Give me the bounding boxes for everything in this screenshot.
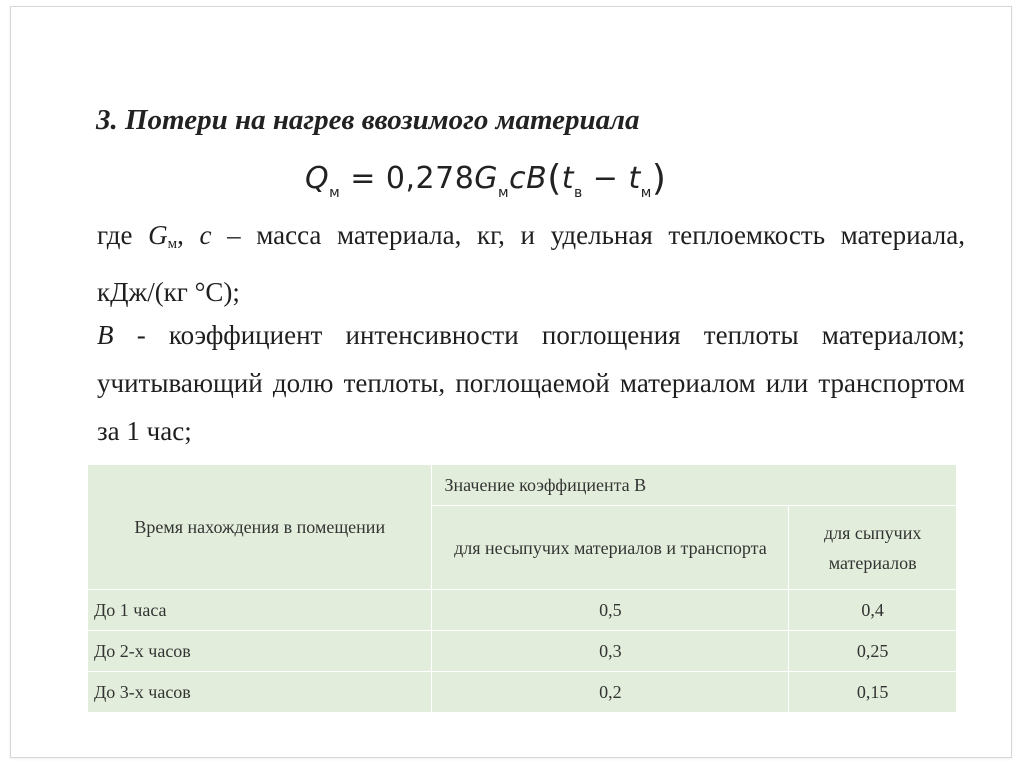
formula-q-subscript: м	[329, 185, 341, 201]
formula-t2: t	[628, 161, 641, 196]
para1-text: – масса материала, кг, и удельная теплоемкость материала, кДж/(кг °С);	[97, 220, 966, 307]
coefficient-table	[87, 464, 957, 713]
formula-close-paren: )	[651, 158, 667, 199]
formula-g: G	[474, 161, 499, 196]
formula-q: Q	[305, 161, 330, 196]
formula-open-paren: (	[547, 158, 562, 199]
definition-coefficient-b	[97, 311, 965, 455]
formula-t1-subscript: в	[574, 185, 583, 201]
row-bulk-value: 0,4	[789, 590, 957, 631]
para1-g-symbol: G	[148, 220, 168, 250]
row-bulk-value: 0,25	[789, 631, 957, 672]
formula-g-subscript: м	[498, 185, 510, 201]
section-heading: 3. Потери на нагрев ввозимого материала	[96, 104, 640, 136]
heat-loss-formula	[305, 158, 666, 201]
row-bulk-value: 0,15	[789, 672, 957, 713]
formula-coefficient: = 0,278	[340, 161, 475, 196]
table-row	[88, 631, 957, 672]
table-row	[88, 590, 957, 631]
para1-prefix: где	[97, 220, 149, 250]
para1-c-symbol: c	[199, 220, 212, 250]
para1-g-subscript: м	[167, 236, 178, 252]
para2-b-symbol: B	[97, 320, 114, 350]
table-header-row	[88, 465, 957, 506]
row-nonbulk-value: 0,3	[432, 631, 789, 672]
para1-comma: ,	[177, 220, 200, 250]
formula-t1: t	[561, 161, 574, 196]
row-time: До 3-х часов	[88, 672, 432, 713]
definition-mass-heat-capacity	[97, 211, 965, 316]
table-row	[88, 672, 957, 713]
bulk-column-header: для сыпучих материалов	[789, 506, 957, 590]
coefficient-value-header: Значение коэффициента В	[432, 465, 957, 506]
row-time: До 1 часа	[88, 590, 432, 631]
para2-text: - коэффициент интенсивности поглощения теплоты материалом; учитывающий долю теплоты, поглощаемой материалом или транспортом за 1 час;	[97, 320, 965, 446]
formula-t2-subscript: м	[640, 185, 652, 201]
nonbulk-column-header: для несыпучих материалов и транспорта	[432, 506, 789, 590]
row-nonbulk-value: 0,2	[432, 672, 789, 713]
row-nonbulk-value: 0,5	[432, 590, 789, 631]
row-time: До 2-х часов	[88, 631, 432, 672]
formula-minus: −	[582, 161, 629, 196]
formula-b: B	[526, 161, 548, 196]
time-column-header: Время нахождения в помещении	[88, 465, 432, 590]
formula-c: c	[509, 161, 527, 196]
